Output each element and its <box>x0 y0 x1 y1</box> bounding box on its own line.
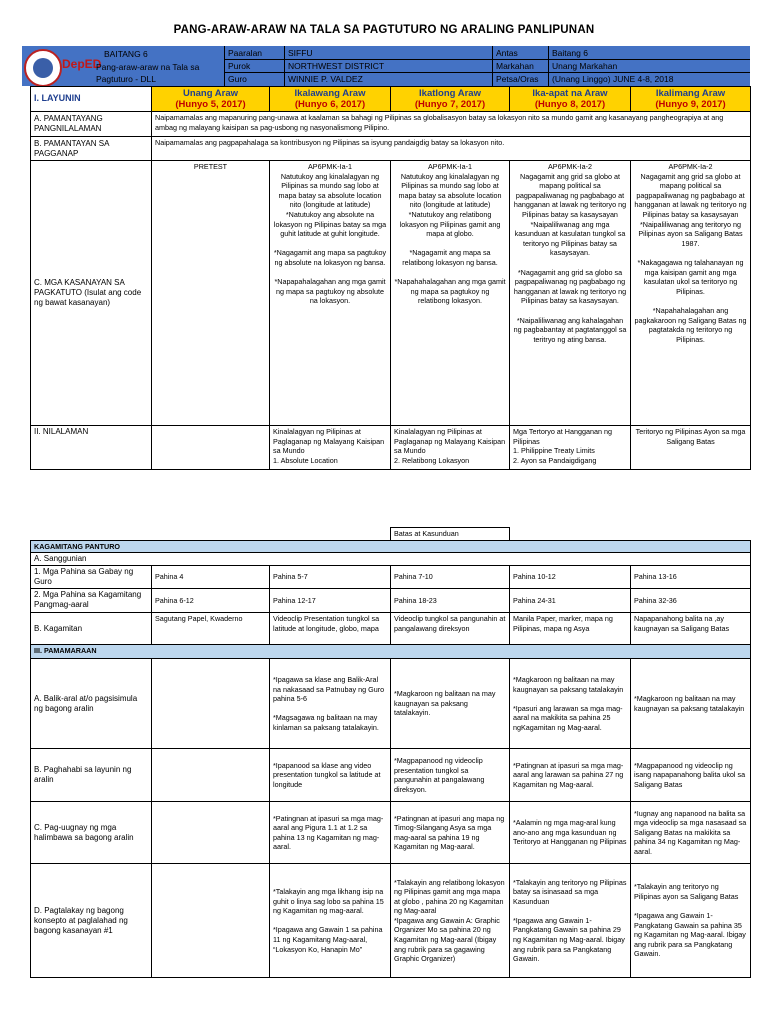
school-label: Paaralan <box>228 48 263 58</box>
school-value: SIFFU <box>288 48 313 58</box>
materials-cell: Videoclip tungkol sa pangunahin at pangalawang direksyon <box>391 613 510 645</box>
procedure-cell: *Ipapanood sa klase ang video presentation tungkol sa latitude at longitude <box>270 749 391 802</box>
competency-cell: AP6PMK-Ia-1 Natutukoy ang kinalalagyan ng Pilipinas sa mundo sag lobo at mapa batay sa absolute location nito (longitude at latitude) *Natutukoy ang absolute na lokasyon ng Pilipinas batay sa mga guhit latitude at guhit longitude. *Nagagamit ang mapa sa pagtukoy ng absolute na lokasyon ng bansa. *Napapahalagahan ang mga gamit ng mapa sa pagtukoy ng absolute na lokasyon. <box>270 161 391 426</box>
procedure-cell: *Patingnan at ipasuri sa mga mag-aaral ang larawan sa pahina 27 ng Kagamitan ng Mag-aaral. <box>510 749 631 802</box>
day-name: Ikalimang Araw <box>655 88 726 99</box>
page-ref: Pahina 4 <box>152 566 270 589</box>
deped-seal-icon <box>24 49 62 87</box>
quarter-value: Unang Markahan <box>552 61 618 71</box>
district-label: Purok <box>228 61 251 71</box>
content-cell: Kinalalagyan ng Pilipinas at Paglaganap ng Malayang Kaisipan sa Mundo 1. Absolute Location <box>270 426 391 470</box>
lesson-table-2 <box>30 527 751 978</box>
procedure-cell: *Patingnan at ipasuri ang mapa ng Timog-Silangang Asya sa mga mag-aaral sa pahina 19 ng Kagamitan ng Mag-aaral. <box>391 802 510 864</box>
row-label: B. Paghahabi sa layunin ng aralin <box>31 749 152 802</box>
continuation-cell: Batas at Kasunduan <box>391 528 510 541</box>
teacher-label: Guro <box>228 74 247 84</box>
page-ref: Pahina 10-12 <box>510 566 631 589</box>
date-value: (Unang Linggo) JUNE 4-8, 2018 <box>552 74 674 84</box>
procedure-cell: *Talakayin ang teritoryo ng Pilipinas batay sa isinasaad sa mga Kasunduan *Ipagawa ang Gawain 1- Pangkatang Gawain sa pahina 29 ng Kagamitan ng Mag-aaral. Ibigay ang rubrik para sa Pangkatang Gawain. <box>510 864 631 978</box>
row-label: B. Kagamitan <box>31 613 152 645</box>
page-ref: Pahina 32-36 <box>631 589 751 613</box>
procedure-cell: *Aalamin ng mga mag-aral kung ano-ano ang mga kasunduan ng Teritoryo at Hangganan ng Pilipinas <box>510 802 631 864</box>
deped-logo: DepED <box>62 57 102 71</box>
day-name: Ika-apat na Araw <box>532 88 608 99</box>
day-name: Unang Araw <box>182 88 239 99</box>
row-label: C. MGA KASANAYAN SA PAGKATUTO (Isulat ang code ng bawat kasanayan) <box>31 161 152 426</box>
day-date: (Hunyo 5, 2017) <box>175 99 246 110</box>
procedure-cell: *Magpapanood ng videoclip presentation tungkol sa pangunahin at pangalawang direksyon. <box>391 749 510 802</box>
content-cell: Mga Tertoryo at Hangganan ng Pilipinas 1. Philippine Treaty Limits 2. Ayon sa Pandaigdigang <box>510 426 631 470</box>
day-header <box>391 87 510 112</box>
lesson-table-1 <box>30 86 751 470</box>
procedure-cell: *Magkaroon ng balitaan na may kaugnayan sa paksang tatalakayin *Ipasuri ang larawan sa mga mag-aaral na makikita sa pahina 25 ngKagamitan ng Mag-aaral. <box>510 659 631 749</box>
procedure-cell: *Talakayin ang relatibong lokasyon ng Pilipinas gamit ang mga mapa at globo , pahina 20 ng Kagamitan ng Mag-aaral *Ipagawa ang Gawain A: Graphic Organizer Mo sa pahina 20 ng Kagamitan ng Mag-aaral (Ibigay ang rubrik para sa gagawing Graphic Organizer) <box>391 864 510 978</box>
content-cell: Teritoryo ng Pilipinas Ayon sa mga Saligang Batas <box>631 426 751 470</box>
district-value: NORTHWEST DISTRICT <box>288 61 385 71</box>
procedure-cell: *Talakayin ang mga likhang isip na guhit o linya sag lobo sa pahina 15 ng Kagamitan ng mag-aaral. *Ipagawa ang Gawain 1 sa pahina 11 ng Kagamitang Mag-aaral, “Lokasyon Ko, Hanapin Mo” <box>270 864 391 978</box>
doc-type-line2: Pagtuturo - DLL <box>96 74 157 84</box>
page-ref: Pahina 5-7 <box>270 566 391 589</box>
page-ref: Pahina 18-23 <box>391 589 510 613</box>
day-header <box>270 87 391 112</box>
section-heading: KAGAMITANG PANTURO <box>31 540 751 553</box>
row-label: II. NILALAMAN <box>31 426 152 470</box>
page-title: PANG-ARAW-ARAW NA TALA SA PAGTUTURO NG ARALING PANLIPUNAN <box>173 24 595 36</box>
day-header <box>152 87 270 112</box>
competency-cell: PRETEST <box>152 161 270 426</box>
row-label: B. PAMANTAYAN SA PAGGANAP <box>31 137 152 161</box>
section-heading: III. PAMAMARAAN <box>31 645 751 659</box>
level-value: Baitang 6 <box>552 48 588 58</box>
competency-cell: AP6PMK-Ia-2 Nagagamit ang grid sa globo at mapang political sa pagpapaliwanag ng pagbabago at hangganan at lawak ng teritoryo ng Pilipinas batay sa kasaysayan *Naipaliliwanag ang teritoryo ng Pilipinas ayon sa Saligang Batas 1987. *Nakagagawa ng talahanayan ng mga kaisipan gamit ang mga kasulatan ukol sa teritoryo ng Pilipinas. *Napahahalagahan ang pagkakaroon ng Saligang Batas ng pagtatakda ng teritoryo ng Pilipinas. <box>631 161 751 426</box>
page-ref: Pahina 13-16 <box>631 566 751 589</box>
materials-cell: Napapanahong balita na ,ay kaugnayan sa Saligang Batas <box>631 613 751 645</box>
row-label: 2. Mga Pahina sa Kagamitang Pangmag-aaral <box>31 589 152 613</box>
page-ref: Pahina 7-10 <box>391 566 510 589</box>
content-cell: Kinalalagyan ng Pilipinas at Paglaganap ng Malayang Kaisipan sa Mundo 2. Relatibong Lokasyon <box>391 426 510 470</box>
day-date: (Hunyo 9, 2017) <box>655 99 726 110</box>
procedure-cell: *Talakayin ang teritoryo ng Pilipinas ayon sa Saligang Batas *Ipagawa ang Gawain 1- Pangkatang Gawain sa pahina 35 ng Kagamitan ng Mag-aaral. Ibigay ang rubrik para sa Pangkatang Gawain. <box>631 864 751 978</box>
procedure-cell: *Iugnay ang napanood na balita sa mga videoclip sa mga nasasaad sa Saligang Batas na makikita sa pahina 34 ng Kagamitan ng Mag-aaral. <box>631 802 751 864</box>
day-header <box>631 87 751 112</box>
materials-cell: Sagutang Papel, Kwaderno <box>152 613 270 645</box>
page-ref: Pahina 24-31 <box>510 589 631 613</box>
performance-standard: Naipamamalas ang pagpapahalaga sa kontribusyon ng Pilipinas sa isyung pandaigdig batay sa lokasyon nito. <box>152 137 751 161</box>
day-date: (Hunyo 7, 2017) <box>414 99 486 110</box>
page-ref: Pahina 6-12 <box>152 589 270 613</box>
day-header <box>510 87 631 112</box>
row-label: A. Sanggunian <box>31 553 751 566</box>
procedure-cell: *Magkaroon ng balitaan na may kaugnayan sa paksang tatalakayin. <box>391 659 510 749</box>
page-ref: Pahina 12-17 <box>270 589 391 613</box>
row-label: 1. Mga Pahina sa Gabay ng Guro <box>31 566 152 589</box>
content-standard: Naipamamalas ang mapanuring pang-unawa at kaalaman sa bahagi ng Pilipinas sa globalisasyon batay sa lokasyon nito sa mundo gamit ang kasanayang pangheograpiya at ang ambag ng malayang kaisipan sa pag-usbong ng nasyonalismong Pilipino. <box>152 112 751 137</box>
materials-cell: Videoclip Presentation tungkol sa latitude at longitude, globo, mapa <box>270 613 391 645</box>
doc-type-line1: Pang-araw-araw na Tala sa <box>96 62 200 72</box>
content-cell <box>152 426 270 470</box>
materials-cell: Manila Paper, marker, mapa ng Pilipinas, mapa ng Asya <box>510 613 631 645</box>
day-date: (Hunyo 6, 2017) <box>294 99 366 110</box>
day-name: Ikatlong Araw <box>419 88 481 99</box>
procedure-cell <box>152 749 270 802</box>
competency-cell: AP6PMK-Ia-1 Natutukoy ang kinalalagyan ng Pilipinas sa mundo sag lobo at mapa batay sa absolute location nito (longitude at latitude) *Natutukoy ang relatibong lokasyon ng Pilipinas gamit ang mapa at globo. *Nagagamit ang mapa sa relatibong lokasyon ng bansa. *Napahahalagahan ang mga gamit ng mapa sa pagtukoy ng relatibong lokasyon. <box>391 161 510 426</box>
row-label: C. Pag-uugnay ng mga halimbawa sa bagong aralin <box>31 802 152 864</box>
competency-cell: AP6PMK-Ia-2 Nagagamit ang grid sa globo at mapang political sa pagpapaliwanag ng pagbabago at hangganan at lawak ng teritoryo ng Pilipinas batay sa kasaysayan *Naipaliliwanag ang mga kasunduan at kasulatan tungkol sa teritoryo ng Pilipinas batay sa kasaysayan. *Nagagamit ang grid sa globo sa pagpapaliwanag ng pagbabago ng hangganan at lawak ng teritoryo ng Pilipinas batay sa kasaysayan. *Naipaliliwanag ang kahalagahan ng pagbabantay at pagtatanggol sa teritryo ng ating bansa. <box>510 161 631 426</box>
date-label: Petsa/Oras <box>496 74 539 84</box>
level-label: Antas <box>496 48 518 58</box>
procedure-cell: *Ipagawa sa klase ang Balik-Aral na nakasaad sa Patnubay ng Guro pahina 5-6 *Magsagawa ng balitaan na may kinlaman sa paksang tatalakayin. <box>270 659 391 749</box>
row-label: A. Balik-aral at/o pagsisimula ng bagong aralin <box>31 659 152 749</box>
quarter-label: Markahan <box>496 61 534 71</box>
procedure-cell <box>152 659 270 749</box>
layunin-heading: I. LAYUNIN <box>31 87 152 112</box>
day-date: (Hunyo 8, 2017) <box>534 99 606 110</box>
grade-label: BAITANG 6 <box>104 49 148 59</box>
procedure-cell: *Magpapanood ng videoclip ng isang napapanahong balita ukol sa Saligang Batas <box>631 749 751 802</box>
row-label: D. Pagtalakay ng bagong konsepto at paglalahad ng bagong kasanayan #1 <box>31 864 152 978</box>
row-label: A. PAMANTAYANG PANGNILALAMAN <box>31 112 152 137</box>
procedure-cell <box>152 802 270 864</box>
procedure-cell: *Patingnan at ipasuri sa mga mag-aaral ang Pigura 1.1 at 1.2 sa pahina 13 ng Kagamitan ng mag-aaral. <box>270 802 391 864</box>
procedure-cell: *Magkaroon ng balitaan na may kaugnayan sa paksang tatalakayin <box>631 659 751 749</box>
procedure-cell <box>152 864 270 978</box>
teacher-value: WINNIE P. VALDEZ <box>288 74 363 84</box>
day-name: Ikalawang Araw <box>294 88 366 99</box>
